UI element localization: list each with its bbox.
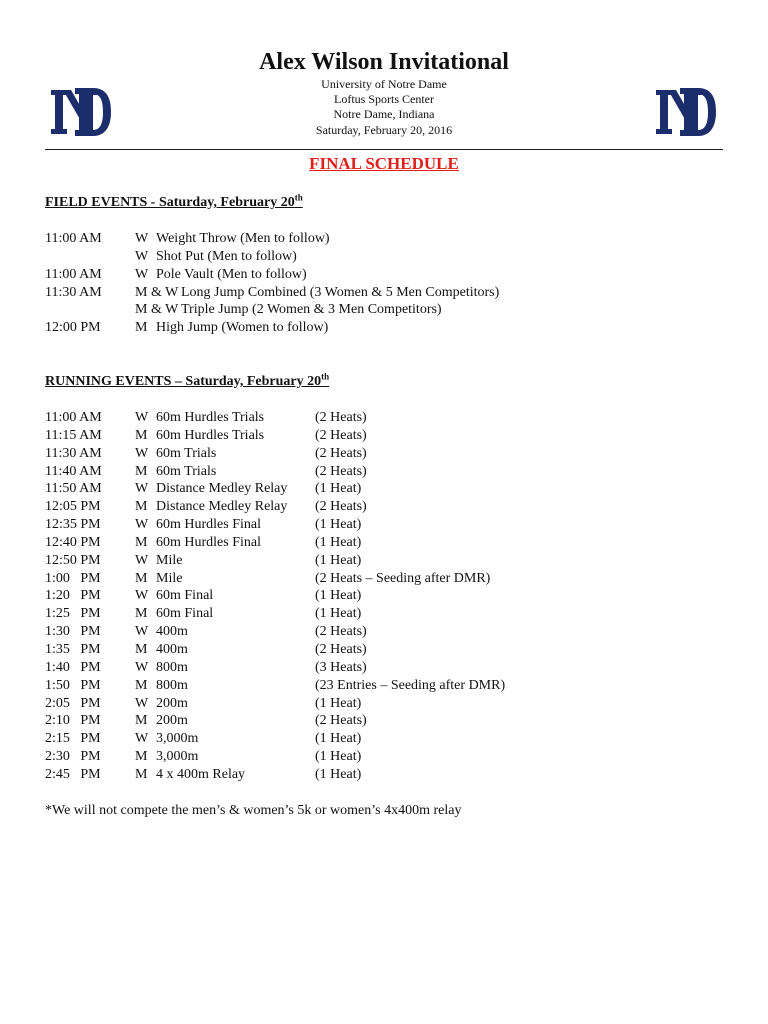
event-heats: (3 Heats)	[315, 659, 367, 675]
field-event-row	[45, 230, 735, 248]
field-event-row	[45, 301, 735, 319]
event-heats: (1 Heat)	[315, 731, 362, 747]
event-heats: (2 Heats)	[315, 713, 367, 729]
event-time: 11:30 AM	[45, 284, 102, 300]
event-time: 11:40 AM	[45, 463, 102, 479]
running-event-row	[45, 712, 735, 730]
event-time: 12:35 PM	[45, 517, 101, 533]
running-event-row	[45, 516, 735, 534]
event-name: 60m Hurdles Final	[156, 534, 261, 550]
event-time: 11:00 AM	[45, 266, 102, 282]
event-name: 400m	[156, 641, 188, 657]
running-event-row	[45, 641, 735, 659]
event-name: Mile	[156, 552, 183, 568]
event-heats: (2 Heats – Seeding after DMR)	[315, 570, 491, 586]
event-time: 12:40 PM	[45, 534, 101, 550]
event-division: W	[135, 266, 149, 282]
event-heats: (2 Heats)	[315, 641, 367, 657]
running-event-row	[45, 605, 735, 623]
event-time: 1:35 PM	[45, 641, 101, 657]
running-events-title-text: RUNNING EVENTS – Saturday, February 20	[45, 374, 322, 389]
event-time: 11:50 AM	[45, 481, 102, 497]
event-heats: (1 Heat)	[315, 517, 362, 533]
event-name: 3,000m	[156, 749, 199, 765]
event-time: 2:30 PM	[45, 749, 101, 765]
event-division: M	[135, 766, 148, 782]
event-division: W	[135, 588, 149, 604]
event-heats: (1 Heat)	[315, 588, 362, 604]
event-time: 11:00 AM	[45, 231, 102, 246]
event-name: 3,000m	[156, 731, 199, 747]
event-division: M	[135, 713, 148, 729]
event-time: 1:30 PM	[45, 624, 101, 640]
event-division: W	[135, 659, 149, 675]
event-division: W	[135, 731, 149, 747]
running-event-row	[45, 677, 735, 695]
event-name: 200m	[156, 713, 188, 729]
event-division: M & W	[135, 284, 179, 300]
event-name: Pole Vault (Men to follow)	[156, 266, 307, 282]
event-name: 60m Hurdles Trials	[156, 410, 265, 425]
event-division: W	[135, 445, 149, 461]
field-events-title-sup: th	[294, 192, 303, 203]
running-event-row	[45, 695, 735, 713]
event-time: 1:50 PM	[45, 677, 101, 693]
event-name: 4 x 400m Relay	[156, 766, 246, 782]
running-event-row	[45, 427, 735, 445]
schedule-heading: FINAL SCHEDULE	[309, 154, 459, 173]
event-division: W	[135, 624, 149, 640]
event-division: M	[135, 320, 148, 336]
event-name: 60m Hurdles Trials	[156, 427, 265, 443]
running-event-row	[45, 498, 735, 516]
event-heats: (1 Heat)	[315, 766, 362, 782]
field-event-row	[45, 266, 735, 284]
location-line: Notre Dame, Indiana	[333, 107, 435, 122]
event-time: 12:50 PM	[45, 552, 101, 568]
event-name: 200m	[156, 695, 188, 711]
event-heats: (1 Heat)	[315, 606, 362, 622]
date-line: Saturday, February 20, 2016	[315, 122, 453, 137]
event-heats: (2 Heats)	[315, 624, 367, 640]
venue-line: Loftus Sports Center	[334, 92, 434, 107]
event-division: W	[135, 410, 149, 425]
event-name: High Jump (Women to follow)	[156, 320, 329, 336]
event-division: M	[135, 606, 148, 622]
running-event-row	[45, 730, 735, 748]
field-event-row	[45, 248, 735, 266]
event-division: M	[135, 499, 148, 515]
event-name: Distance Medley Relay	[156, 481, 288, 497]
event-division: M	[135, 677, 148, 693]
event-name: Weight Throw (Men to follow)	[156, 231, 330, 246]
field-event-row	[45, 319, 735, 337]
field-events-title-text: FIELD EVENTS - Saturday, February 20	[45, 195, 295, 210]
event-division: M	[135, 463, 148, 479]
event-name: 60m Hurdles Final	[156, 517, 261, 533]
event-time: 1:25 PM	[45, 606, 101, 622]
running-event-row	[45, 480, 735, 498]
event-name: Mile	[156, 570, 183, 586]
event-name: Distance Medley Relay	[156, 499, 288, 515]
event-name: 800m	[156, 659, 188, 675]
event-division: W	[135, 231, 149, 246]
event-time: 12:05 PM	[45, 499, 101, 515]
running-event-row	[45, 463, 735, 481]
event-name: 60m Final	[156, 606, 214, 622]
footnote: *We will not compete the men’s & women’s 5k or women’s 4x400m relay	[45, 803, 462, 818]
event-time: 11:15 AM	[45, 427, 102, 443]
event-division: M	[135, 427, 148, 443]
event-heats: (2 Heats)	[315, 499, 367, 515]
event-division: W	[135, 517, 149, 533]
document-title: Alex Wilson Invitational	[259, 49, 509, 75]
running-event-row	[45, 534, 735, 552]
university-line: University of Notre Dame	[321, 77, 447, 91]
event-division: M	[135, 534, 148, 550]
event-time: 2:15 PM	[45, 731, 101, 747]
event-info	[0, 77, 768, 138]
event-time: 2:45 PM	[45, 766, 101, 782]
event-name: 60m Final	[156, 588, 214, 604]
event-name: Triple Jump (2 Women & 3 Men Competitors)	[181, 302, 442, 318]
event-time: 1:00 PM	[45, 570, 101, 586]
running-event-row	[45, 552, 735, 570]
event-time: 2:05 PM	[45, 695, 101, 711]
running-events-list	[45, 409, 735, 784]
event-name: 400m	[156, 624, 188, 640]
event-division: W	[135, 248, 149, 264]
running-event-row	[45, 409, 735, 427]
field-events-title	[45, 194, 303, 212]
running-event-row	[45, 659, 735, 677]
field-events-list	[45, 230, 735, 337]
running-event-row	[45, 445, 735, 463]
event-time: 1:20 PM	[45, 588, 101, 604]
event-heats: (1 Heat)	[315, 749, 362, 765]
event-name: 60m Trials	[156, 463, 217, 479]
event-name: Shot Put (Men to follow)	[156, 248, 297, 264]
event-division: M	[135, 570, 148, 586]
event-heats: (1 Heat)	[315, 534, 362, 550]
event-division: M	[135, 641, 148, 657]
event-time: 12:00 PM	[45, 320, 101, 336]
running-event-row	[45, 623, 735, 641]
event-heats: (1 Heat)	[315, 695, 362, 711]
running-event-row	[45, 748, 735, 766]
event-heats: (23 Entries – Seeding after DMR)	[315, 677, 506, 693]
event-heats: (2 Heats)	[315, 427, 367, 443]
event-heats: (1 Heat)	[315, 481, 362, 497]
event-time: 11:00 AM	[45, 410, 102, 425]
event-division: W	[135, 695, 149, 711]
event-division: M	[135, 749, 148, 765]
event-division: M & W	[135, 302, 179, 318]
event-name: 800m	[156, 677, 188, 693]
running-events-title	[45, 373, 329, 391]
event-heats: (1 Heat)	[315, 552, 362, 568]
event-heats: (2 Heats)	[315, 445, 367, 461]
event-time: 2:10 PM	[45, 713, 101, 729]
field-event-row	[45, 284, 735, 302]
running-events-title-sup: th	[321, 371, 330, 382]
running-event-row	[45, 766, 735, 784]
event-time: 11:30 AM	[45, 445, 102, 461]
header-divider	[45, 149, 723, 150]
event-name: 60m Trials	[156, 445, 217, 461]
event-division: W	[135, 552, 149, 568]
event-time: 1:40 PM	[45, 659, 101, 675]
event-division: W	[135, 481, 149, 497]
event-heats: (2 Heats)	[315, 463, 367, 479]
running-event-row	[45, 570, 735, 588]
event-heats: (2 Heats)	[315, 410, 367, 425]
event-name: Long Jump Combined (3 Women & 5 Men Competitors)	[181, 284, 500, 300]
running-event-row	[45, 587, 735, 605]
